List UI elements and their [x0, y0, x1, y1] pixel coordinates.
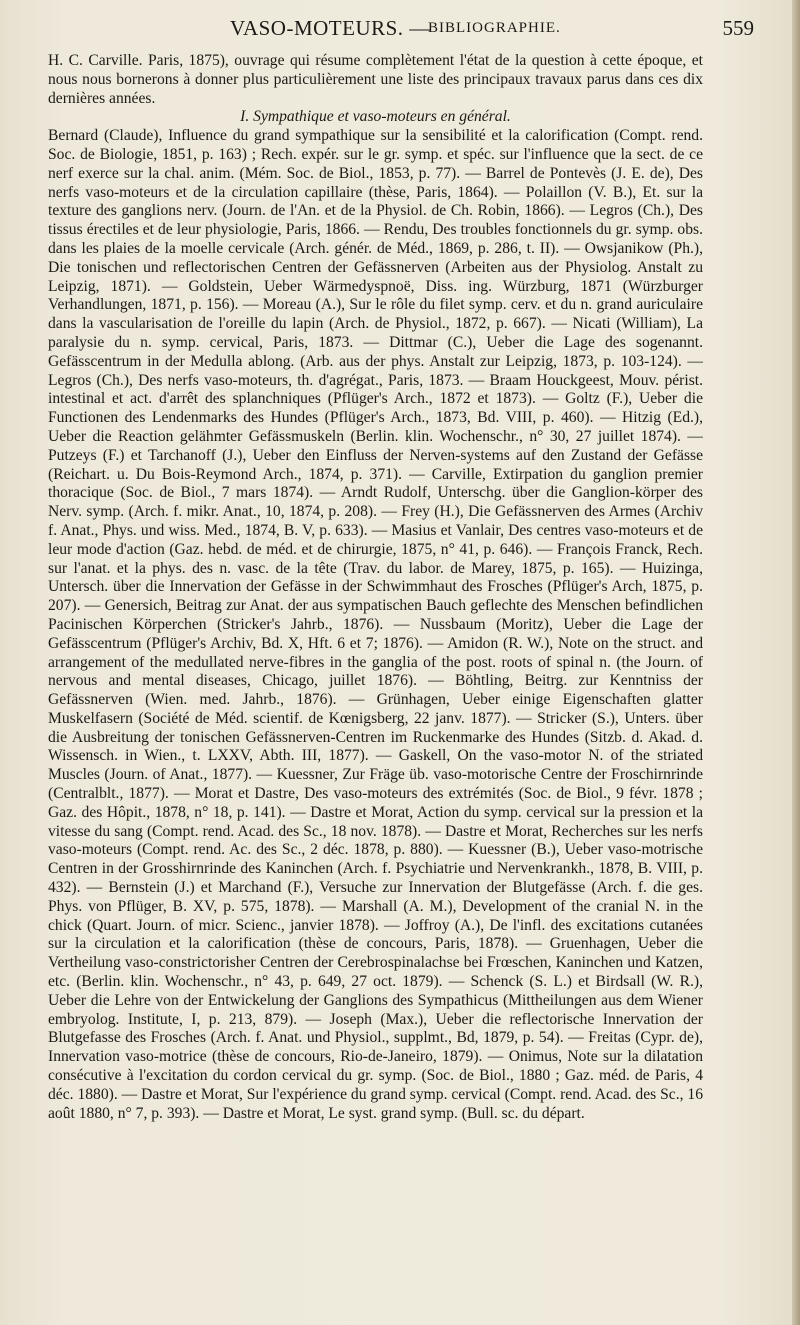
intro-paragraph: H. C. Carville. Paris, 1875), ouvrage qui résume complètement l'état de la question à cette époque, et nous nous bornerons à donner plus particulièrement une liste des principaux travaux parus dans ces dix dernières années.: [48, 52, 703, 107]
header-separator: —: [403, 16, 431, 40]
bibliography-paragraph: Bernard (Claude), Influence du grand sympathique sur la sensibilité et la calorification (Compt. rend. Soc. de Biologie, 1851, p. 163) ; Rech. expér. sur le gr. symp. et spéc. sur l'influence que la sect. de ce nerf exerce sur la chal. anim. (Mém. Soc. de Biol., 1853, p. 77). — Barrel de Pontevès (J. E. de), Des nerfs vaso-moteurs et de la circulation capillaire (thèse, Paris, 1864). — Polaillon (V. B.), Et. sur la texture des ganglions nerv. (Journ. de l'An. et de la Physiol. de Ch. Robin, 1866). — Legros (Ch.), Des tissus érectiles et de leur physiologie, Paris, 1866. — Rendu, Des troubles fonctionnels du gr. symp. obs. dans les plaies de la moelle cervicale (Arch. génér. de Méd., 1869, p. 286, t. II). — Owsjanikow (Ph.), Die tonischen und reflectorischen Centren der Gefässnerven (Arbeiten aus der Physiolog. Anstalt zu Leipzig, 1871). — Goldstein, Ueber Wärmedyspnoë, Diss. ing. Würzburg, 1871 (Würzburger Verhandlungen, 1871, p. 156). — Moreau (A.), Sur le rôle du filet symp. cerv. et du n. grand auriculaire dans la vascularisation de l'oreille du lapin (Arch. de Physiol., 1872, p. 667). — Nicati (William), La paralysie du n. symp. cervical, Paris, 1873. — Dittmar (C.), Ueber die Lage des sogenannt. Gefässcentrum in der Medulla ablong. (Arb. aus der phys. Anstalt zur Leipzig, 1873, p. 103-124). — Legros (Ch.), Des nerfs vaso-moteurs, th. d'agrégat., Paris, 1873. — Braam Houckgeest, Mouv. périst. intestinal et act. d'arrêt des splanchniques (Pflüger's Arch., 1872 et 1873). — Goltz (F.), Ueber die Functionen des Lendenmarks des Hundes (Pflüger's Arch., 1873, Bd. VIII, p. 460). — Hitzig (Ed.), Ueber die Reaction gelähmter Gefässmuskeln (Berlin. klin. Wochenschr., n° 30, 27 juillet 1874). — Putzeys (F.) et Tarchanoff (J.), Ueber den Einfluss der Nerven-systems auf den Zustand der Gefässe (Reichart. u. Du Bois-Reymond Arch., 1874, p. 371). — Carville, Extirpation du ganglion premier thoracique (Soc. de Biol., 7 mars 1874). — Arndt Rudolf, Unterschg. über die Ganglion-körper des Nerv. symp. (Arch. f. mikr. Anat., 10, 1874, p. 208). — Frey (H.), Die Gefässnerven des Armes (Archiv f. Anat., Phys. und wiss. Med., 1874, B. V, p. 633). — Masius et Vanlair, Des centres vaso-moteurs et de leur mode d'action (Gaz. hebd. de méd. et de chirurgie, 1875, n° 41, p. 646). — François Franck, Rech. sur l'anat. et la phys. des n. vasc. de la tête (Trav. du labor. de Marey, 1875, p. 165). — Huizinga, Untersch. über die Innervation der Gefässe in der Schwimmhaut des Frosches (Pflüger's Arch, 1875, p. 207). — Genersich, Beitrag zur Anat. der aus sympatischen Bauch geflechte des Menschen befindlichen Pacinischen Körperchen (Stricker's Jahrb., 1876). — Nussbaum (Moritz), Ueber die Lage der Gefässcentrum (Pflüger's Archiv, Bd. X, Hft. 6 et 7; 1876). — Amidon (R. W.), Note on the struct. and arrangement of the medullated nerve-fibres in the ganglia of the post. roots of spinal n. (the Journ. of nervous and mental diseases, Chicago, juillet 1876). — Böhtling, Beitrg. zur Kenntniss der Gefässnerven (Wien. med. Jahrb., 1876). — Grünhagen, Ueber einige Eigenschaften glatter Muskelfasern (Société de Méd. scientif. de Kœnigsberg, 22 janv. 1877). — Stricker (S.), Unters. über die Ausbreitung der tonischen Gefässnerven-Centren im Ruckenmarke des Hundes (Sitzb. d. Akad. d. Wissensch. in Wien., t. LXXV, Abth. III, 1877). — Gaskell, On the vaso-motor N. of the striated Muscles (Journ. of Anat., 1877). — Kuessner, Zur Fräge üb. vaso-motorische Centre der Froschirnrinde (Centralblt., 1877). — Morat et Dastre, Des vaso-moteurs des extrémités (Soc. de Biol., 9 févr. 1878 ; Gaz. des Hôpit., 1878, n° 18, p. 141). — Dastre et Morat, Action du symp. cervical sur la pression et la vitesse du sang (Compt. rend. Acad. des Sc., 18 nov. 1878). — Dastre et Morat, Recherches sur les nerfs vaso-moteurs (Compt. rend. Ac. des Sc., 2 déc. 1878, p. 880). — Kuessner (B.), Ueber vaso-motrische Centren in der Grosshirnrinde des Kaninchen (Arch. f. Psychiatrie und Nervenkrankh., 1878, B. VIII, p. 432). — Bernstein (J.) et Marchand (F.), Versuche zur Innervation der Blutgefässe (Arch. f. die ges. Phys. von Pflüger, B. XV, p. 575, 1878). — Marshall (A. M.), Development of the cranial N. in the chick (Quart. Journ. of micr. Scienc., janvier 1878). — Joffroy (A.), De l'infl. des excitations cutanées sur la circulation et la calorification (thèse de concours, Paris, 1878). — Gruenhagen, Ueber die Vertheilung vaso-constrictorisher Centren der Cerebrospinalachse bei Frœschen, Kaninchen und Katzen, etc. (Berlin. klin. Wochenschr., n° 43, p. 649, 27 oct. 1879). — Schenck (S. L.) et Birdsall (W. R.), Ueber die Lehre von der Entwickelung der Ganglions des Sympathicus (Mittheilungen aus dem Wiener embryolog. Institute, I, p. 213, 879). — Joseph (Max.), Ueber die reflectorische Innervation der Blutgefasse des Frosches (Arch. f. Anat. und Physiol., supplmt., Bd, 1879, p. 54). — Freitas (Cypr. de), Innervation vaso-motrice (thèse de concours, Rio-de-Janeiro, 1879). — Onimus, Note sur la dilatation consécutive à l'excitation du cordon cervical du gr. symp. (Soc. de Biol., 1880 ; Gaz. méd. de Paris, 4 déc. 1880). — Dastre et Morat, Sur l'expérience du grand symp. cervical (Compt. rend. Acad. des Sc., 16 août 1880, n° 7, p. 393). — Dastre et Morat, Le syst. grand symp. (Bull. sc. du départ.: [48, 127, 703, 1122]
section-title: [48, 108, 703, 127]
running-header: [50, 16, 754, 46]
page-body: [48, 52, 703, 1307]
page-number: 559: [722, 16, 754, 40]
page-edge-shadow: [792, 0, 800, 1325]
header-title: VASO-MOTEURS.: [230, 16, 404, 40]
section-title-text: I. Sympathique et vaso-moteurs en général.: [240, 108, 511, 126]
running-title: [230, 16, 431, 41]
running-subtitle: BIBLIOGRAPHIE.: [428, 20, 561, 36]
